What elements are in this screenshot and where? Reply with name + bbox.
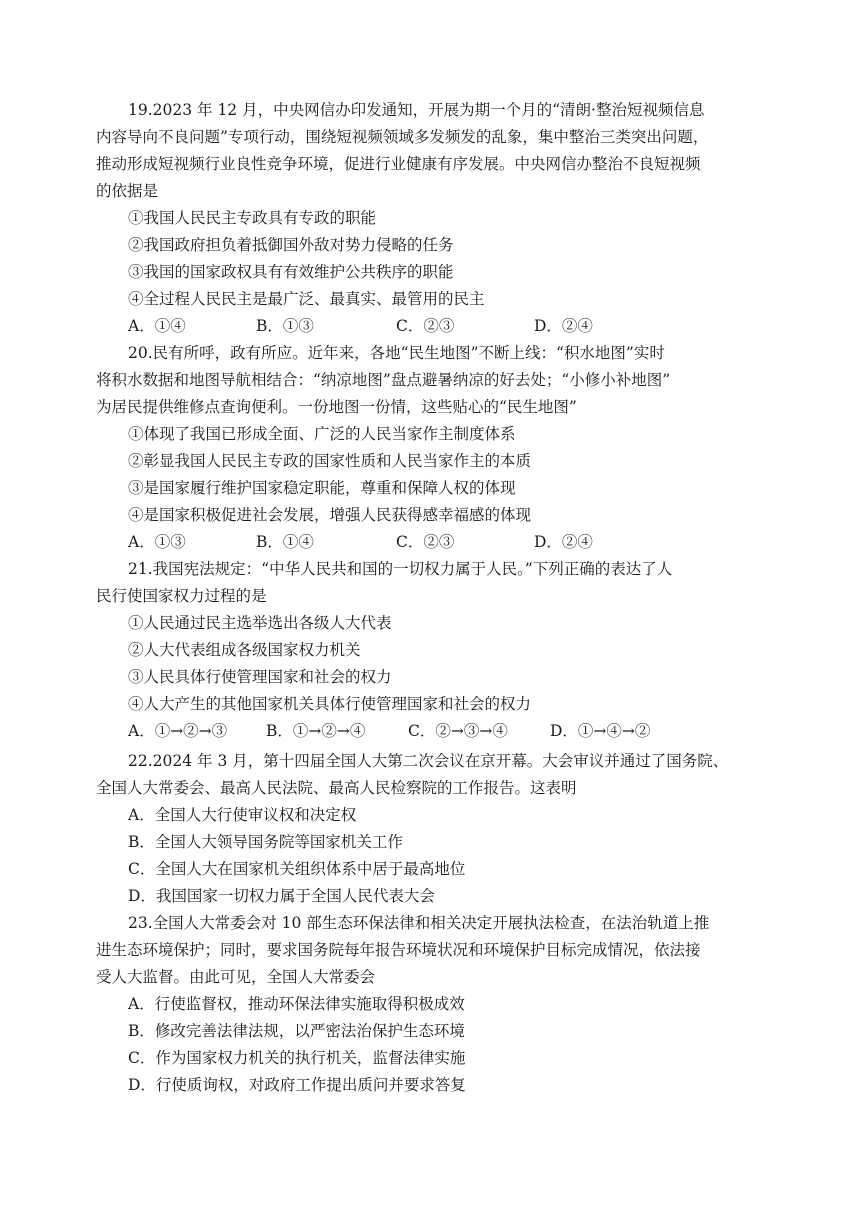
q20-statement-3: ③是国家履行维护国家稳定职能，尊重和保障人权的体现 [128,479,516,497]
q20-stem-line-3: 为居民提供维修点查询便利。一份地图一份情，这些贴心的“民生地图” [96,398,577,416]
q22-stem-line-2: 全国人大常委会、最高人民法院、最高人民检察院的工作报告。这表明 [96,779,577,797]
q20-choice-b[interactable]: B．①④ [256,533,314,551]
q19-statement-2: ②我国政府担负着抵御国外敌对势力侵略的任务 [128,236,454,254]
q21-statement-2: ②人大代表组成各级国家权力机关 [128,641,361,659]
q20-choice-c[interactable]: C．②③ [396,533,455,551]
q19-statement-3: ③我国的国家政权具有有效维护公共秩序的职能 [128,263,454,281]
q19-stem-line-3: 推动形成短视频行业良性竞争环境，促进行业健康有序发展。中央网信办整治不良短视频 [96,155,701,173]
q21-choice-b[interactable]: B．①→②→④ [266,722,366,740]
q20-choice-a[interactable]: A．①③ [128,533,186,551]
q21-choice-c[interactable]: C．②→③→④ [408,722,508,740]
q23-stem-line-2: 进生态环境保护；同时，要求国务院每年报告环境状况和环境保护目标完成情况，依法接 [96,941,701,959]
q21-stem-line-1: 21.我国宪法规定：“中华人民共和国的一切权力属于人民。”下列正确的表达了人 [128,560,673,578]
q19-stem-line-1: 19.2023 年 12 月，中央网信办印发通知，开展为期一个月的“清朗·整治短视频信息 [128,101,705,119]
q19-choice-a[interactable]: A．①④ [128,317,186,335]
q22-choice-d[interactable]: D．我国国家一切权力属于全国人民代表大会 [128,887,435,905]
q19-statement-4: ④全过程人民民主是最广泛、最真实、最管用的民主 [128,290,485,308]
q21-choice-a[interactable]: A．①→②→③ [128,722,228,740]
q23-stem-line-3: 受人大监督。由此可见，全国人大常委会 [96,968,376,986]
q21-stem-line-2: 民行使国家权力过程的是 [96,587,267,605]
q21-statement-3: ③人民具体行使管理国家和社会的权力 [128,668,392,686]
q23-choice-d[interactable]: D．行使质询权，对政府工作提出质问并要求答复 [128,1076,466,1094]
q23-choice-a[interactable]: A．行使监督权，推动环保法律实施取得积极成效 [128,995,465,1013]
q20-statement-4: ④是国家积极促进社会发展，增强人民获得感幸福感的体现 [128,506,532,524]
q20-stem-line-1: 20.民有所呼，政有所应。近年来，各地“民生地图”不断上线：“积水地图”实时 [128,344,665,362]
q22-stem-line-1: 22.2024 年 3 月，第十四届全国人大第二次会议在京开幕。大会审议并通过了国务院、 [128,752,729,770]
q19-statement-1: ①我国人民民主专政具有专政的职能 [128,209,377,227]
q22-choice-b[interactable]: B．全国人大领导国务院等国家机关工作 [128,833,403,851]
q19-stem-line-4: 的依据是 [96,182,159,200]
q19-choice-b[interactable]: B．①③ [256,317,314,335]
q22-choice-a[interactable]: A．全国人大行使审议权和决定权 [128,806,357,824]
q21-statement-4: ④人大产生的其他国家机关具体行使管理国家和社会的权力 [128,695,532,713]
q19-choice-c[interactable]: C．②③ [396,317,455,335]
q23-choice-b[interactable]: B．修改完善法律法规，以严密法治保护生态环境 [128,1022,465,1040]
q20-choice-d[interactable]: D．②④ [534,533,593,551]
q19-stem-line-2: 内容导向不良问题”专项行动，围绕短视频领域多发频发的乱象，集中整治三类突出问题， [96,128,709,146]
q19-choice-d[interactable]: D．②④ [534,317,593,335]
q21-statement-1: ①人民通过民主选举选出各级人大代表 [128,614,392,632]
q20-stem-line-2: 将积水数据和地图导航相结合：“纳凉地图”盘点避暑纳凉的好去处；“小修小补地图” [96,371,671,389]
q20-statement-2: ②彰显我国人民民主专政的国家性质和人民当家作主的本质 [128,452,532,470]
q23-stem-line-1: 23.全国人大常委会对 10 部生态环保法律和相关决定开展执法检查，在法治轨道上推 [128,914,710,932]
q23-choice-c[interactable]: C．作为国家权力机关的执行机关，监督法律实施 [128,1049,466,1067]
q20-statement-1: ①体现了我国已形成全面、广泛的人民当家作主制度体系 [128,425,516,443]
q21-choice-d[interactable]: D．①→④→② [550,722,651,740]
q22-choice-c[interactable]: C．全国人大在国家机关组织体系中居于最高地位 [128,860,466,878]
